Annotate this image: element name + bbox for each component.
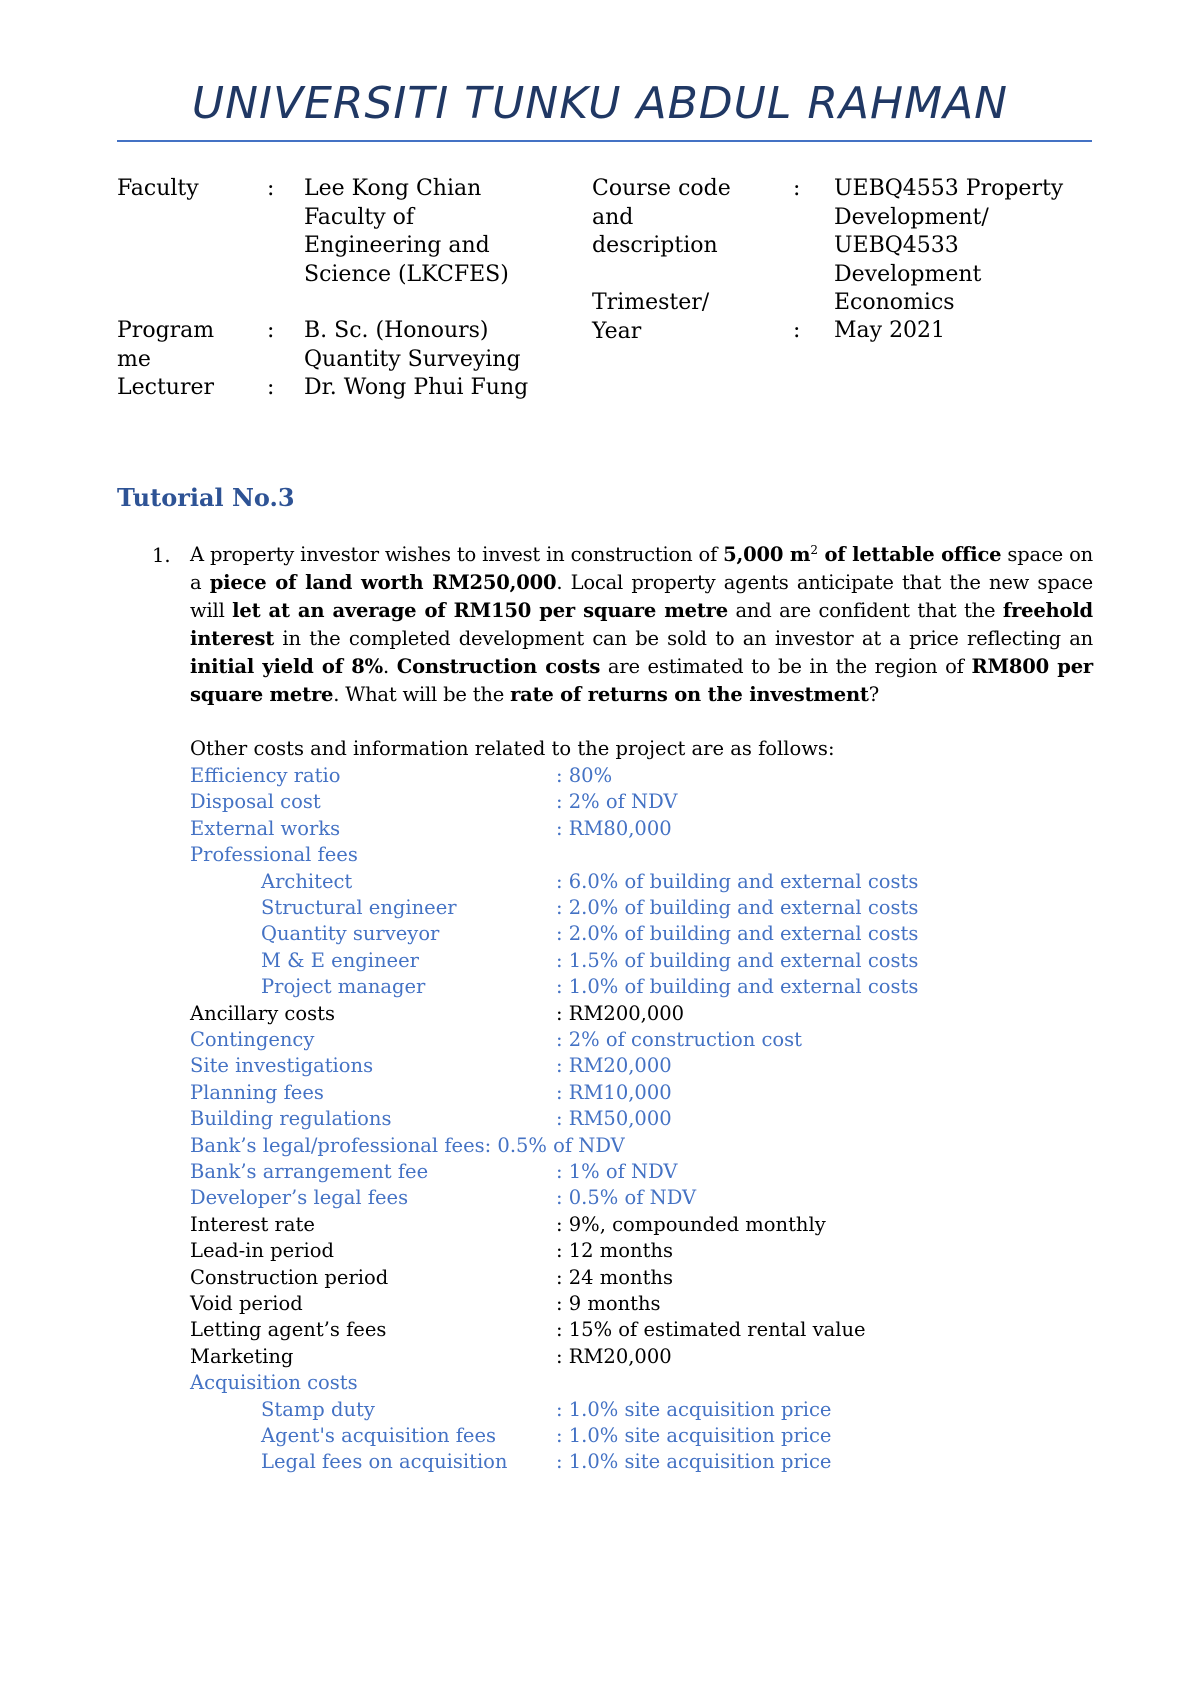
- trimester-label-line: Year: [592, 318, 642, 344]
- cost-label: Stamp duty: [261, 1397, 375, 1421]
- course-label-line: Course code: [592, 176, 731, 201]
- programme-value: [304, 317, 521, 374]
- other-costs-intro: Other costs and information related to the project are as follows:: [190, 737, 835, 760]
- cost-value: : RM20,000: [556, 1054, 672, 1078]
- cost-label: Bank’s arrangement fee: [190, 1160, 429, 1183]
- cost-value: : 1.0% site acquisition price: [556, 1450, 832, 1474]
- cost-label: Bank’s legal/professional fees: 0.5% of NDV: [190, 1133, 625, 1157]
- question-text-segment: and are confident that the: [727, 599, 1003, 622]
- question-text-segment: . What will be the: [333, 683, 511, 706]
- question-bold-text: Construction costs: [396, 655, 601, 678]
- cost-label: Contingency: [190, 1028, 315, 1051]
- question-text-segment: .: [382, 655, 397, 678]
- cost-row: [0, 1186, 1200, 1214]
- cost-label: Planning fees: [190, 1080, 324, 1104]
- cost-label: Structural engineer: [261, 896, 457, 919]
- faculty-colon: :: [267, 176, 275, 201]
- programme-value-line: B. Sc. (Honours): [304, 318, 489, 343]
- cost-label: Marketing: [190, 1344, 294, 1368]
- trimester-label: [592, 289, 709, 346]
- cost-row: [0, 870, 1200, 898]
- question-bold-text: let at an average of RM150 per square metre: [232, 599, 728, 622]
- question-text: [190, 541, 1093, 709]
- cost-row: [0, 1160, 1200, 1188]
- cost-value: : 2.0% of building and external costs: [556, 922, 919, 946]
- course-value-line: Development: [834, 261, 982, 287]
- cost-row: [0, 975, 1200, 1003]
- question-text-segment: space on a: [190, 543, 1093, 594]
- cost-value: : 9%, compounded monthly: [556, 1212, 826, 1236]
- university-title: UNIVERSITI TUNKU ABDUL RAHMAN: [191, 78, 1009, 129]
- cost-label: Void period: [190, 1292, 303, 1315]
- tutorial-heading: Tutorial No.3: [117, 483, 295, 512]
- cost-row: [0, 790, 1200, 818]
- cost-label: Site investigations: [190, 1054, 374, 1078]
- question-text-segment: . Local property agents anticipate that the new space will: [190, 571, 1093, 622]
- programme-label: [117, 317, 214, 374]
- cost-row: [0, 1450, 1200, 1478]
- cost-value: : 80%: [556, 764, 613, 787]
- faculty-value-line: Science (LKCFES): [304, 261, 509, 287]
- cost-value: : 12 months: [556, 1239, 673, 1263]
- cost-row: [0, 1292, 1200, 1320]
- cost-value: : 1.0% of building and external costs: [556, 975, 919, 999]
- course-code-value: [834, 175, 1063, 318]
- cost-label: Project manager: [261, 975, 426, 999]
- cost-row: [0, 1054, 1200, 1082]
- cost-row: [0, 949, 1200, 977]
- course-colon: :: [793, 176, 801, 201]
- cost-row: [0, 1266, 1200, 1294]
- cost-label: Agent's acquisition fees: [261, 1424, 497, 1447]
- question-bold-text: 5,000 m: [723, 543, 811, 566]
- question-number: 1.: [152, 544, 171, 567]
- cost-label: Acquisition costs: [190, 1371, 358, 1395]
- cost-value: : 2% of construction cost: [556, 1028, 802, 1051]
- cost-value: : 1.5% of building and external costs: [556, 948, 919, 972]
- cost-label: Legal fees on acquisition: [261, 1450, 508, 1474]
- programme-colon: :: [267, 318, 275, 343]
- course-value-line: Economics: [834, 290, 955, 315]
- question-bold-text: rate of returns on the investment: [510, 683, 869, 706]
- cost-label: Efficiency ratio: [190, 764, 341, 787]
- cost-value: : 2% of NDV: [556, 790, 678, 814]
- question-bold-text: initial yield of 8%: [190, 655, 383, 678]
- cost-row: [0, 922, 1200, 950]
- cost-label: Architect: [261, 869, 353, 893]
- cost-label: External works: [190, 816, 341, 840]
- course-value-line: UEBQ4533: [834, 233, 959, 258]
- cost-row: [0, 843, 1200, 871]
- cost-row: [0, 1028, 1200, 1056]
- cost-label: Lead-in period: [190, 1239, 334, 1263]
- cost-label: M & E engineer: [261, 948, 419, 972]
- lecturer-value: Dr. Wong Phui Fung: [304, 375, 529, 400]
- faculty-value: [304, 175, 509, 289]
- cost-value: : RM20,000: [556, 1344, 672, 1368]
- cost-row: [0, 1345, 1200, 1373]
- trimester-label-line: Trimester/: [592, 290, 710, 315]
- cost-row: [0, 1134, 1200, 1162]
- question-text-segment: in the completed development can be sold to an investor at a price reflecting an: [274, 627, 1093, 650]
- cost-label: Construction period: [190, 1265, 389, 1289]
- faculty-value-line: Lee Kong Chian: [304, 176, 482, 201]
- question-bold-text: 2: [810, 543, 818, 557]
- cost-value: : 15% of estimated rental value: [556, 1318, 866, 1342]
- cost-row: [0, 1081, 1200, 1109]
- cost-value: : RM50,000: [556, 1107, 672, 1131]
- cost-row: [0, 1213, 1200, 1241]
- lecturer-label: Lecturer: [117, 375, 215, 400]
- cost-label: Ancillary costs: [190, 1001, 335, 1025]
- cost-value: : 2.0% of building and external costs: [556, 896, 919, 919]
- cost-value: : RM200,000: [556, 1001, 685, 1025]
- programme-value-line: Quantity Surveying: [304, 346, 521, 372]
- question-bold-text: piece of land worth RM250,000: [209, 571, 557, 594]
- lecturer-colon: :: [267, 375, 275, 400]
- cost-value: : 6.0% of building and external costs: [556, 869, 919, 893]
- faculty-label: Faculty: [117, 176, 199, 201]
- course-value-line: UEBQ4553 Property: [834, 176, 1064, 201]
- question-bold-text: RM800 per square metre: [190, 655, 1093, 706]
- cost-row: [0, 1239, 1200, 1267]
- cost-value: : 0.5% of NDV: [556, 1186, 697, 1210]
- cost-row: [0, 1002, 1200, 1030]
- cost-value: : 1.0% site acquisition price: [556, 1424, 832, 1447]
- question-text-segment: ?: [868, 683, 879, 706]
- programme-label-line: Program: [117, 318, 215, 343]
- cost-value: : 1.0% site acquisition price: [556, 1397, 832, 1421]
- cost-label: Disposal cost: [190, 790, 321, 814]
- cost-row: [0, 1424, 1200, 1452]
- cost-value: : RM80,000: [556, 816, 672, 840]
- course-value-line: Development/: [834, 204, 989, 230]
- faculty-value-line: Faculty of: [304, 204, 415, 230]
- cost-row: [0, 1107, 1200, 1135]
- cost-label: Quantity surveyor: [261, 922, 440, 946]
- cost-label: Developer’s legal fees: [190, 1186, 409, 1210]
- cost-label: Letting agent’s fees: [190, 1318, 387, 1342]
- cost-row: [0, 764, 1200, 792]
- cost-value: : 24 months: [556, 1265, 673, 1289]
- course-code-label: [592, 175, 731, 261]
- cost-row: [0, 1371, 1200, 1399]
- faculty-value-line: Engineering and: [304, 233, 490, 258]
- question-bold-text: freehold interest: [190, 599, 1093, 650]
- cost-label: Professional fees: [190, 843, 358, 867]
- question-text-segment: A property investor wishes to invest in construction of: [190, 543, 724, 566]
- cost-value: : 9 months: [556, 1292, 661, 1315]
- cost-row: [0, 1318, 1200, 1346]
- cost-label: Interest rate: [190, 1212, 315, 1236]
- programme-label-line: me: [117, 346, 151, 372]
- title-divider: [117, 140, 1092, 142]
- trimester-value: May 2021: [834, 318, 946, 343]
- cost-value: : 1% of NDV: [556, 1160, 678, 1183]
- question-bold-text: of lettable office: [817, 543, 1002, 566]
- cost-row: [0, 1398, 1200, 1426]
- course-label-line: description: [592, 233, 718, 258]
- cost-value: : RM10,000: [556, 1080, 672, 1104]
- trimester-colon: :: [793, 318, 801, 343]
- question-text-segment: are estimated to be in the region of: [600, 655, 972, 678]
- course-label-line: and: [592, 204, 634, 230]
- cost-label: Building regulations: [190, 1107, 392, 1131]
- cost-row: [0, 817, 1200, 845]
- cost-row: [0, 896, 1200, 924]
